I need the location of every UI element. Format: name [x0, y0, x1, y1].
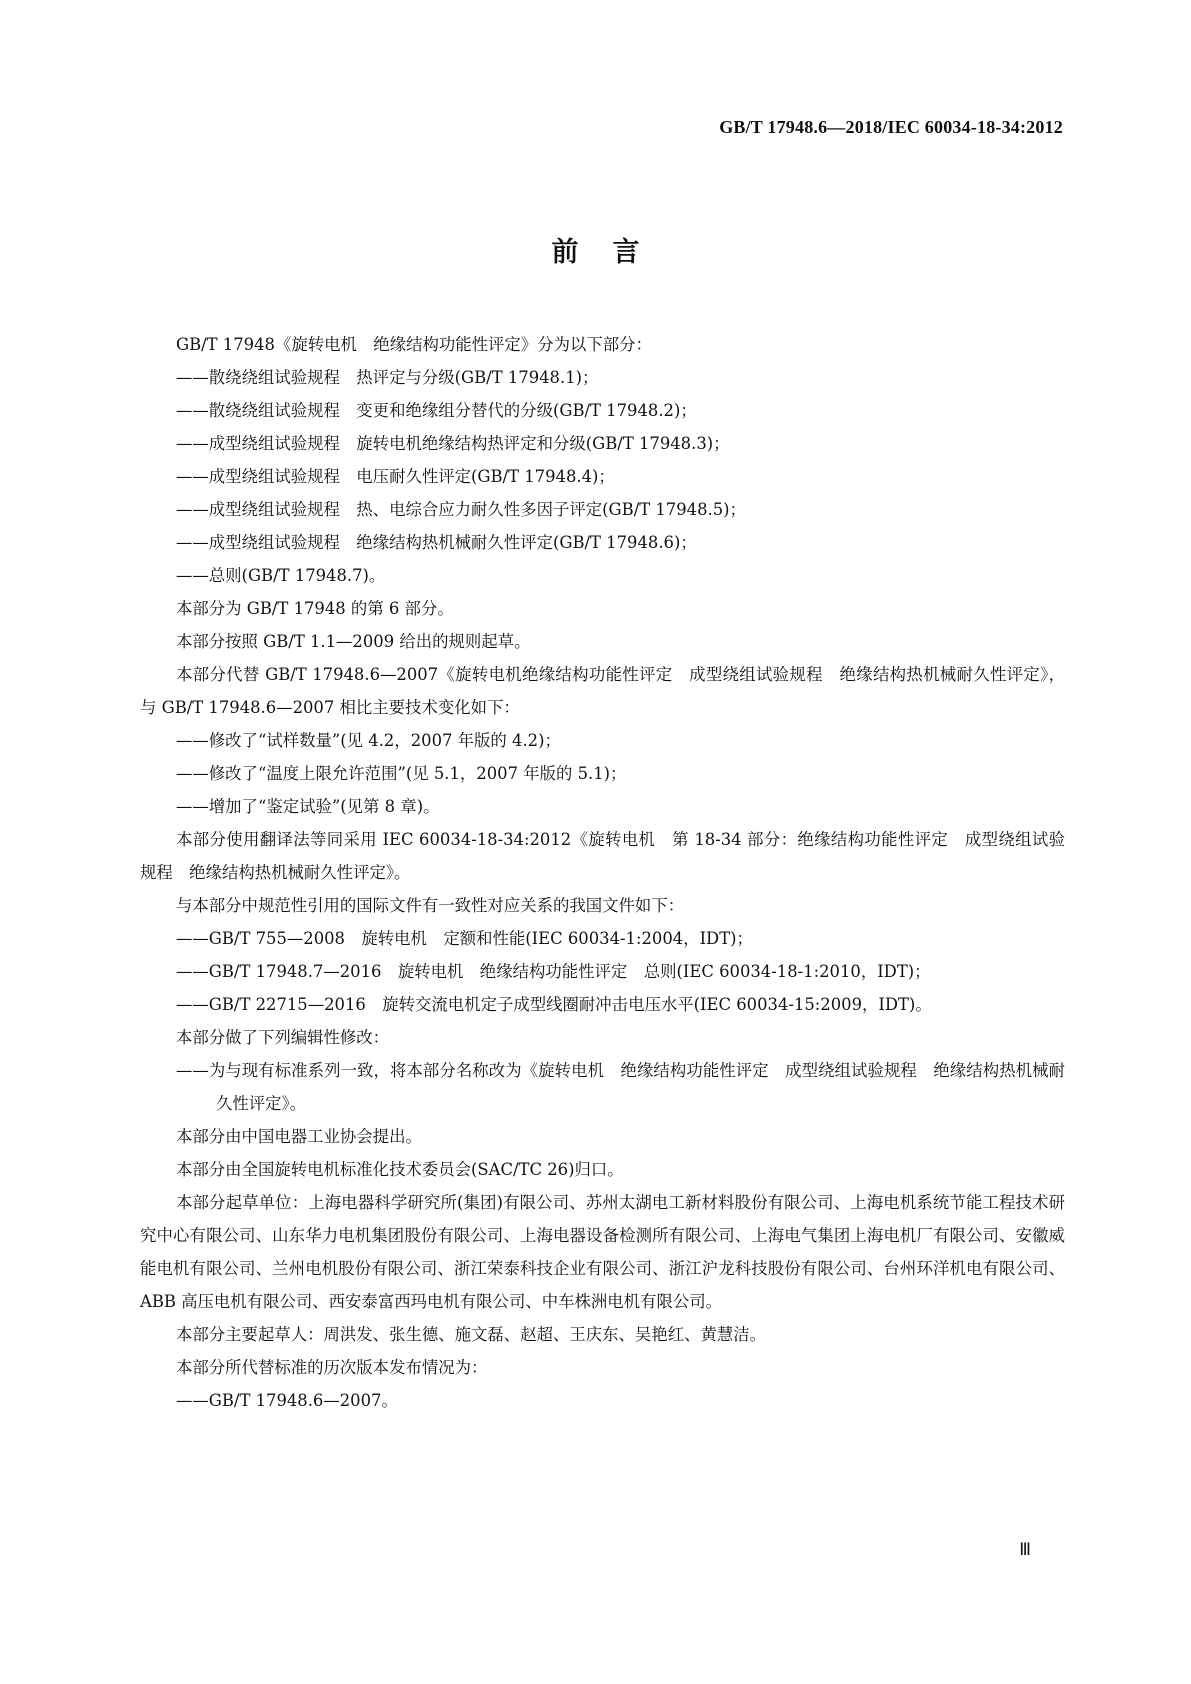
- paragraph: 本部分做了下列编辑性修改：: [176, 1028, 390, 1047]
- paragraph: 本部分由全国旋转电机标准化技术委员会(SAC/TC 26)归口。: [176, 1160, 624, 1179]
- paragraph: 本部分为 GB/T 17948 的第 6 部分。: [176, 599, 454, 618]
- paragraph: 本部分由中国电器工业协会提出。: [176, 1127, 422, 1146]
- page-number: Ⅲ: [1019, 1540, 1031, 1559]
- list-item: ——成型绕组试验规程 热、电综合应力耐久性多因子评定(GB/T 17948.5)；: [176, 500, 746, 519]
- paragraph: 与本部分中规范性引用的国际文件有一致性对应关系的我国文件如下：: [176, 896, 685, 915]
- list-item: ——GB/T 17948.7—2016 旋转电机 绝缘结构功能性评定 总则(IEC 60034-18-1:2010，IDT)；: [176, 962, 931, 981]
- list-item: ——散绕绕组试验规程 热评定与分级(GB/T 17948.1)；: [176, 368, 599, 387]
- list-item: ——GB/T 755—2008 旋转电机 定额和性能(IEC 60034-1:2004，IDT)；: [176, 929, 753, 948]
- list-item: ——GB/T 17948.6—2007。: [176, 1391, 398, 1410]
- document-body: [140, 328, 1065, 1417]
- paragraph: 本部分按照 GB/T 1.1—2009 给出的规则起草。: [176, 632, 531, 651]
- list-item: ——修改了“试样数量”(见 4.2，2007 年版的 4.2)；: [176, 731, 561, 750]
- list-item: ——总则(GB/T 17948.7)。: [176, 566, 386, 585]
- paragraph: 本部分主要起草人：周洪发、张生德、施文磊、赵超、王庆东、吴艳红、黄慧洁。: [176, 1325, 767, 1344]
- paragraph: 本部分使用翻译法等同采用 IEC 60034-18-34:2012《旋转电机 第 18-34 部分：绝缘结构功能性评定 成型绕组试验规程 绝缘结构热机械耐久性评定》。: [140, 830, 1065, 882]
- list-item: ——为与现有标准系列一致，将本部分名称改为《旋转电机 绝缘结构功能性评定 成型绕组试验规程 绝缘结构热机械耐久性评定》。: [176, 1061, 1065, 1113]
- paragraph: 本部分起草单位：上海电器科学研究所(集团)有限公司、苏州太湖电工新材料股份有限公司、上海电机系统节能工程技术研究中心有限公司、山东华力电机集团股份有限公司、上海电器设备检测所有限公司、上海电气集团上海电机厂有限公司、安徽威能电机有限公司、兰州电机股份有限公司、浙江荣泰科技企业有限公司、浙江沪龙科技股份有限公司、台州环洋机电有限公司、ABB 高压电机有限公司、西安泰富西玛电机有限公司、中车株洲电机有限公司。: [140, 1193, 1065, 1311]
- standard-code-header: GB/T 17948.6—2018/IEC 60034-18-34:2012: [719, 117, 1063, 137]
- list-item: ——成型绕组试验规程 电压耐久性评定(GB/T 17948.4)；: [176, 467, 615, 486]
- list-item: ——增加了“鉴定试验”(见第 8 章)。: [176, 797, 440, 816]
- paragraph: GB/T 17948《旋转电机 绝缘结构功能性评定》分为以下部分：: [176, 335, 652, 354]
- paragraph: 本部分所代替标准的历次版本发布情况为：: [176, 1358, 488, 1377]
- page-title: 前言: [551, 237, 674, 268]
- paragraph: 本部分代替 GB/T 17948.6—2007《旋转电机绝缘结构功能性评定 成型绕组试验规程 绝缘结构热机械耐久性评定》，与 GB/T 17948.6—2007 相比主要技术变化如下：: [140, 665, 1065, 717]
- list-item: ——GB/T 22715—2016 旋转交流电机定子成型线圈耐冲击电压水平(IEC 60034-15:2009，IDT)。: [176, 995, 932, 1014]
- list-item: ——成型绕组试验规程 旋转电机绝缘结构热评定和分级(GB/T 17948.3)；: [176, 434, 730, 453]
- list-item: ——散绕绕组试验规程 变更和绝缘组分替代的分级(GB/T 17948.2)；: [176, 401, 697, 420]
- list-item: ——修改了“温度上限允许范围”(见 5.1，2007 年版的 5.1)；: [176, 764, 627, 783]
- list-item: ——成型绕组试验规程 绝缘结构热机械耐久性评定(GB/T 17948.6)；: [176, 533, 697, 552]
